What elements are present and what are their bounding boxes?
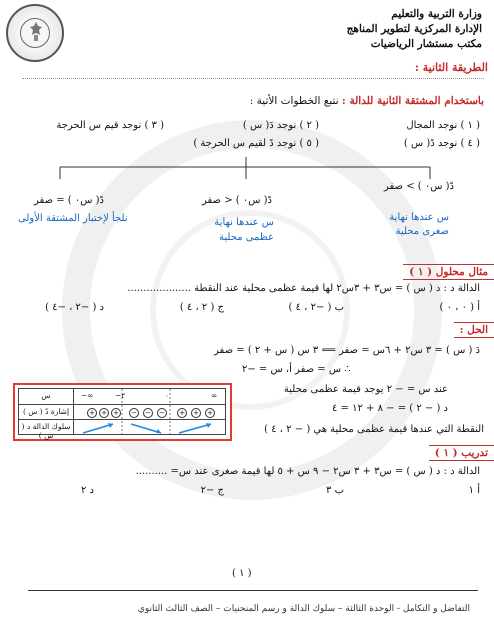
eagle-icon: [28, 21, 44, 43]
pos-infinity: ∞: [211, 391, 218, 400]
exercise-option-c: ج −٢: [200, 485, 224, 496]
sign-plus: +: [205, 408, 215, 418]
footer-rule: [28, 590, 478, 591]
header-advisor-office: مكتب مستشار الرياضيات: [370, 38, 482, 50]
sign-minus: −: [129, 408, 139, 418]
footer-text: التفاضل و التكامل - الوحدة الثالثة – سلوك الدالة و رسم المنحنيات – الصف الثالث الثانوي: [137, 604, 470, 614]
increasing-arrow: [179, 424, 211, 433]
sign-minus: −: [143, 408, 153, 418]
example-option-a: أ ( ٠ ، ٠ ): [439, 302, 480, 313]
row-x-label: س: [41, 391, 51, 400]
example-option-c: ج ( ٢ ، ٤ ): [179, 302, 224, 313]
case-positive-result-1: س عندها نهاية: [389, 212, 449, 223]
exercise-option-a: أ ١: [468, 485, 480, 496]
critical-value-2: ٠: [165, 391, 170, 400]
critical-value-1: −٢: [115, 391, 126, 400]
sign-table: [18, 388, 226, 440]
header-central-admin: الإدارة المركزية لتطوير المناهج: [346, 23, 482, 35]
example-option-d: د ( −٢ ، −٤ ): [45, 302, 104, 313]
exercise-option-b: ب ٣: [326, 485, 344, 496]
page-number: ( ١ ): [232, 568, 252, 579]
header-ministry: وزارة التربية والتعليم: [391, 8, 482, 20]
sign-minus: −: [157, 408, 167, 418]
solution-line-5: النقطة التي عندها قيمة عظمى محلية هي ( − ٢ ، ٤ ): [264, 424, 484, 435]
sign-plus: +: [191, 408, 201, 418]
case-zero-condition: دً( س٠ ) = صفر: [34, 195, 105, 206]
sign-plus: +: [111, 408, 121, 418]
case-positive-condition: دً( س٠ ) > صفر: [383, 181, 454, 192]
solution-tag: الحل :: [454, 322, 494, 338]
case-positive-result-2: صغرى محلية: [395, 226, 449, 237]
sign-plus: +: [87, 408, 97, 418]
sign-plus: +: [99, 408, 109, 418]
solution-line-1: دَ ( س ) = ٣ س٢ + ٦س = صفر ⟸ ٣ س ( س + ٢ ) = صفر: [214, 345, 480, 356]
step-5: ( ٥ ) نوجد دً لقيم س الحرجة ): [193, 138, 319, 149]
solution-line-3: عند س = − ٢ يوجد قيمة عظمى محلية: [283, 384, 448, 395]
solution-line-2: ∴ س = صفر أ، س = −٢: [242, 364, 351, 375]
row-behavior-label: سلوك الدالة د ( س ): [21, 422, 71, 440]
increasing-arrow: [83, 424, 113, 433]
decreasing-arrow: [131, 424, 161, 433]
exercise-tag: تدريب ( ١ ): [429, 445, 494, 461]
case-negative-result-2: عظمى محلية: [219, 232, 274, 243]
case-negative-condition: دً( س٠ ) < صفر: [201, 195, 272, 206]
example-statement: الدالة د : د ( س ) = س٣ + ٣س٢ لها قيمة عظمى محلية عند النقطة ....................: [127, 283, 480, 294]
case-zero-result: نلجأ لإختبار المشتقة الأولى: [18, 213, 128, 224]
method-intro: [250, 95, 484, 107]
step-1: ( ١ ) نوجد المجال: [406, 120, 480, 131]
method-intro-rest: نتبع الخطوات الأتية :: [249, 95, 339, 107]
example-option-b: ب ( −٢ ، ٤ ): [288, 302, 344, 313]
method-title: الطريقة الثانية :: [414, 61, 488, 74]
example-tag: مثال محلول ( ١ ): [403, 264, 494, 280]
neg-infinity: −∞: [81, 391, 94, 400]
exercise-option-d: د ٢: [80, 485, 94, 496]
sign-table-guides: [19, 389, 227, 436]
row-sign-label: إشارة دً ( س ): [22, 407, 70, 416]
method-intro-colored: باستخدام المشتقة الثانية للدالة :: [341, 95, 484, 107]
exercise-statement: الدالة د : د ( س ) = س٣ + ٣ س٢ − ٩ س + ٥ لها قيمة صغرى عند س= ..........: [135, 466, 480, 477]
step-3: ( ٣ ) نوجد قيم س الحرجة: [56, 120, 164, 131]
divider: [22, 78, 484, 79]
solution-line-4: د ( − ٢ ) = − ٨ + ١٢ = ٤: [331, 403, 448, 414]
ministry-logo: [6, 4, 64, 62]
case-negative-result-1: س عندها نهاية: [214, 217, 274, 228]
step-4: ( ٤ ) نوجد دً( س ): [403, 138, 480, 149]
sign-table-box: [13, 383, 232, 441]
step-2: ( ٢ ) نوجد دَ( س ): [242, 120, 319, 131]
sign-plus: +: [177, 408, 187, 418]
